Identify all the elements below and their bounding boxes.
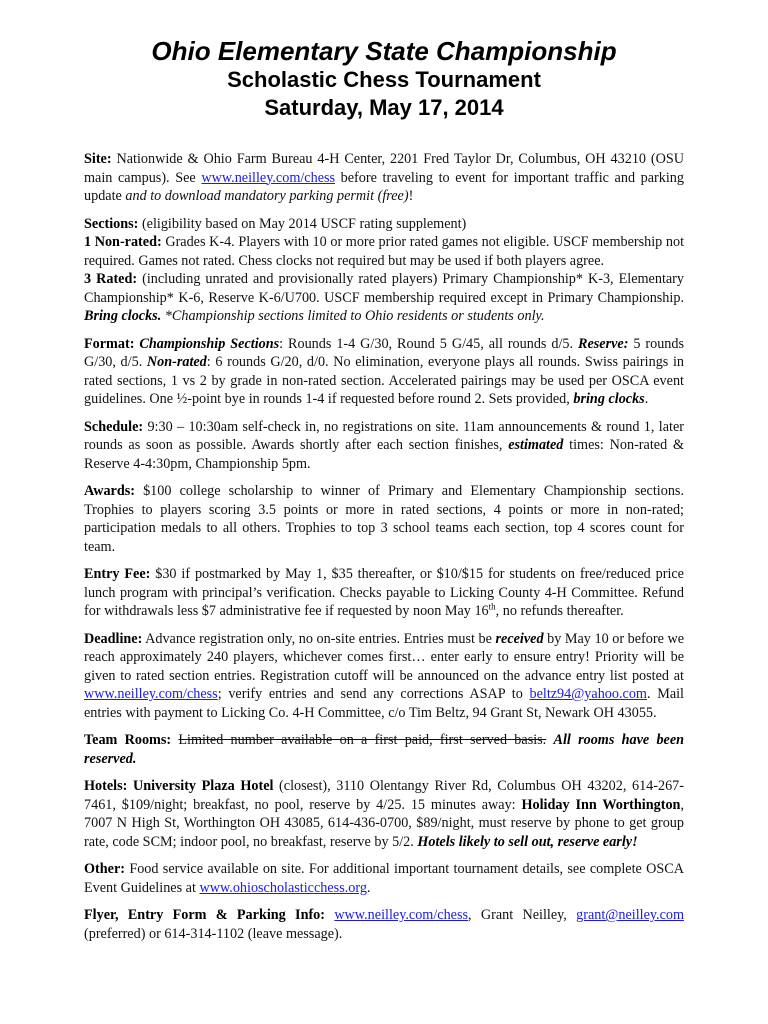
format-text-3: : 6 rounds G/20, d/0. No elimination, everyone plays all rounds. Swiss pairings in rated sections, 1 vs 2 by grade in non-rated section. Accelerated pairings may be used per OSCA event guidelines. One ½-point bye in rounds 1-4 if requested before round 2. Sets provided, <box>84 354 684 407</box>
team-rooms-paragraph <box>84 731 684 768</box>
hotels-text-1: (closest), 3110 Olentangy River Rd, Columbus OH 43202, 614-267-7461, $109/night; breakfast, no pool, reserve by 4/25. 15 minutes away: <box>84 778 685 813</box>
page-title: Ohio Elementary State Championship <box>151 36 617 66</box>
site-text-2: before traveling to event for important traffic and parking update <box>84 169 684 204</box>
hotels-text-2: , 7007 N High St, Worthington OH 43085, 614-436-0700, $89/night, must reserve by phone to get group rate, code SCM; indoor pool, no breakfast, reserve by 5/2. <box>84 796 684 850</box>
deadline-paragraph <box>84 630 684 723</box>
deadline-text-3: ; verify entries and send any corrections ASAP to <box>217 686 530 702</box>
championship-sections-label: Championship Sections <box>139 335 280 352</box>
flyer-label: Flyer, Entry Form & Parking Info: <box>84 907 326 923</box>
schedule-paragraph <box>84 418 684 474</box>
flyer-body <box>84 150 684 943</box>
awards-label: Awards: <box>84 483 135 499</box>
site-italic-note: and to download mandatory parking permit (free) <box>125 188 409 204</box>
site-text-1: Nationwide & Ohio Farm Bureau 4-H Center, 2201 Fred Taylor Dr, Columbus, OH 43210 (OSU main campus). See <box>84 151 684 186</box>
sections-nonrated <box>84 233 684 270</box>
nonrated-text: Grades K-4. Players with 10 or more prior rated games not eligible. USCF membership not required. Games not rated. Chess clocks not required but may be used if both players agree. <box>84 234 685 269</box>
deadline-text-2: by May 10 or before we reach approximately 240 players, whichever comes first… enter early to ensure entry! Priority will be given to rated section entries. Registration cutoff will be announced on the advance entry list posted at <box>84 630 684 684</box>
flyer-space <box>325 907 334 923</box>
hotel-name-2: Holiday Inn Worthington <box>521 796 681 813</box>
deadline-text-4: . Mail entries with payment to Licking Co. 4-H Committee, c/o Tim Beltz, 94 Grant St, Newark OH 43055. <box>84 686 684 721</box>
format-text-1: : Rounds 1-4 G/30, Round 5 G/45, all rounds d/5. <box>279 335 578 352</box>
entry-fee-paragraph <box>84 565 684 621</box>
deadline-text-1: Advance registration only, no on-site entries. Entries must be <box>142 630 496 647</box>
hotels-label: Hotels: <box>84 778 128 794</box>
format-text-2: 5 rounds G/30, d/5. <box>84 335 685 370</box>
entry-fee-text-2: , no refunds thereafter. <box>495 603 624 619</box>
rooms-reserved-text: All rooms have been reserved. <box>84 732 685 767</box>
other-paragraph <box>84 860 684 897</box>
flyer-link-neilley[interactable]: www.neilley.com/chess <box>334 907 469 923</box>
osca-link[interactable]: www.ohioscholasticchess.org <box>199 879 367 896</box>
estimated-text: estimated <box>508 437 564 453</box>
sections-rated <box>84 270 684 326</box>
entry-fee-label: Entry Fee: <box>84 566 151 582</box>
sections-intro-text: (eligibility based on May 2014 USCF rating supplement) <box>138 215 467 232</box>
rated-text: (including unrated and provisionally rated players) Primary Championship* K-3, Elementary Championship* K-6, Reserve K-6/U700. USCF membership required except in Primary Championship. <box>84 271 685 306</box>
deadline-label: Deadline: <box>84 630 143 647</box>
flyer-text-1: , Grant Neilley, <box>468 907 577 923</box>
sections-intro <box>84 215 684 234</box>
rated-label: 3 Rated: <box>84 271 138 287</box>
hotels-warning: Hotels likely to sell out, reserve early! <box>417 833 638 850</box>
team-rooms-label: Team Rooms: <box>84 732 172 748</box>
hotel-name-1: University Plaza Hotel <box>132 778 274 794</box>
schedule-text-2: times: Non-rated & Reserve 4-4:30pm, Championship 5pm. <box>84 437 684 472</box>
awards-text: $100 college scholarship to winner of Primary and Elementary Championship sections. Trophies to players scoring 3.5 points or more in rated sections, 4 points or more in non-rated; participation medals to all others. Trophies to top 3 school teams each section, top 4 scores count for team. <box>84 483 684 555</box>
flyer-text-2: (preferred) or 614-314-1102 (leave message). <box>84 925 343 942</box>
other-end: . <box>366 879 371 896</box>
championship-note: *Championship sections limited to Ohio residents or students only. <box>161 308 545 324</box>
site-label: Site: <box>84 151 112 167</box>
flyer-link-email[interactable]: grant@neilley.com <box>576 907 685 923</box>
page-subtitle: Scholastic Chess Tournament <box>227 67 541 92</box>
team-rooms-struck-text: Limited number available on a first paid, first served basis. <box>178 732 547 748</box>
flyer-paragraph <box>84 906 684 943</box>
received-text: received <box>495 630 544 647</box>
awards-paragraph <box>84 482 684 556</box>
site-end: ! <box>408 188 414 204</box>
format-bring-clocks: bring clocks <box>573 391 645 407</box>
bring-clocks-text: Bring clocks. <box>84 308 162 324</box>
site-link[interactable]: www.neilley.com/chess <box>201 169 336 186</box>
sections-label: Sections: <box>84 215 139 232</box>
schedule-text-1: 9:30 – 10:30am self-check in, no registrations on site. 11am announcements & round 1, later rounds as soon as possible. Awards shortly after each section finishes, <box>84 418 684 453</box>
format-end: . <box>644 391 649 407</box>
entry-fee-sup: th <box>488 601 496 612</box>
event-date: Saturday, May 17, 2014 <box>264 95 504 120</box>
format-label: Format: <box>84 335 135 352</box>
format-nonrated-label: Non-rated <box>146 354 207 370</box>
other-text: Food service available on site. For additional important tournament details, see complete OSCA Event Guidelines at <box>84 861 684 896</box>
entry-fee-text-1: $30 if postmarked by May 1, $35 thereafter, or $10/$15 for students on free/reduced price lunch program with principal’s verification. Checks payable to Licking County 4-H Committee. Refund for withdrawals less $7 administrative fee if requested by noon May 16 <box>84 566 684 619</box>
deadline-link-neilley[interactable]: www.neilley.com/chess <box>84 686 218 702</box>
nonrated-label: 1 Non-rated: <box>84 234 162 250</box>
other-label: Other: <box>84 861 125 877</box>
deadline-link-email[interactable]: beltz94@yahoo.com <box>529 686 647 702</box>
site-paragraph <box>84 150 684 206</box>
hotels-paragraph <box>84 777 684 851</box>
reserve-label: Reserve: <box>578 335 629 352</box>
format-paragraph <box>84 335 684 409</box>
schedule-label: Schedule: <box>84 418 144 435</box>
